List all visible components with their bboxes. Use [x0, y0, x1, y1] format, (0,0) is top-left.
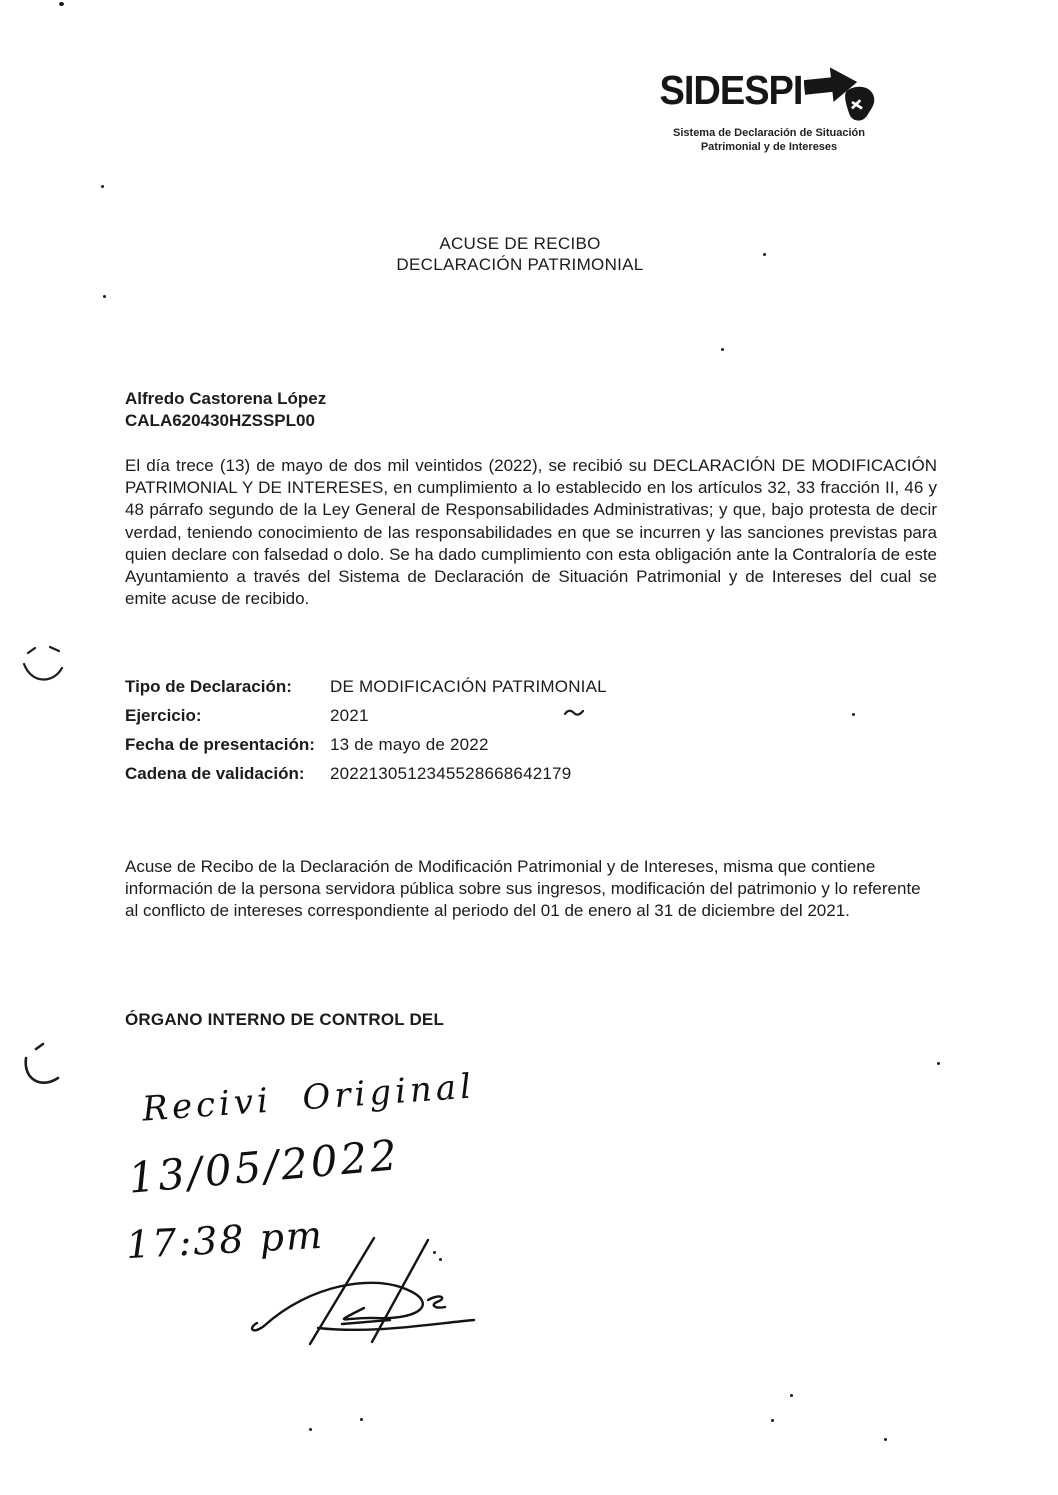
- logo-tagline-line2: Patrimonial y de Intereses: [700, 141, 838, 153]
- detail-row-ejercicio: [125, 701, 745, 730]
- handwritten-received-note: Recivi Original: [141, 1066, 477, 1130]
- scan-speck: [937, 1062, 940, 1065]
- sidespi-logo: [646, 58, 892, 154]
- logo-row: [646, 58, 892, 124]
- detail-value: DE MODIFICACIÓN PATRIMONIAL: [330, 676, 607, 696]
- scan-speck: [771, 1419, 774, 1422]
- scan-speck: [884, 1438, 887, 1441]
- intro-paragraph: El día trece (13) de mayo de dos mil veintidos (2022), se recibió su DECLARACIÓN DE MODIFICACIÓN PATRIMONIAL Y DE INTERESES, en cumplimiento a lo establecido en los artículos 32, 33 fracción II, 46 y 48 párrafo segundo de la Ley General de Responsabilidades Administrativas; y que, bajo protesta de decir verdad, teniendo conocimiento de las responsabilidades en que se incurren y las sanciones previstas para quien declare con falsedad o dolo. Se ha dado cumplimiento con esta obligación ante la Contraloría de este Ayuntamiento a través del Sistema de Declaración de Situación Patrimonial y de Intereses del cual se emite acuse de recibido.: [125, 456, 937, 609]
- summary-paragraph: Acuse de Recibo de la Declaración de Modificación Patrimonial y de Intereses, misma que contiene información de la persona servidora pública sobre sus ingresos, modificación del patrimonio y lo referente al conflicto de intereses correspondiente al periodo del 01 de enero al 31 de diciembre del 2021.: [125, 857, 921, 921]
- handwritten-time: 17:38 pm: [124, 1212, 325, 1268]
- scan-speck: [721, 348, 724, 351]
- detail-label: Tipo de Declaración:: [125, 676, 292, 696]
- detail-value: 13 de mayo de 2022: [330, 734, 489, 754]
- document-title: [285, 233, 755, 275]
- logo-arrow-icon: [804, 58, 878, 124]
- scan-speck: [439, 1258, 442, 1261]
- logo-wordmark: SIDESPI: [659, 68, 803, 114]
- detail-value: 2021: [330, 705, 369, 725]
- detail-label: Fecha de presentación:: [125, 734, 315, 754]
- detail-row-fecha: [125, 730, 745, 759]
- pen-doodle-smile: [20, 638, 66, 694]
- document-title-line2: DECLARACIÓN PATRIMONIAL: [396, 255, 644, 274]
- detail-row-cadena: [125, 759, 745, 788]
- detail-label: Cadena de validación:: [125, 763, 305, 783]
- detail-label: Ejercicio:: [125, 705, 202, 725]
- scan-speck: [433, 1251, 436, 1254]
- detail-value: 2022130512345528668642179: [330, 763, 572, 783]
- scan-speck: [59, 2, 64, 6]
- scan-speck: [790, 1394, 793, 1397]
- scan-speck: [763, 253, 766, 256]
- scan-speck: [309, 1428, 312, 1431]
- logo-tagline-line1: Sistema de Declaración de Situación: [673, 127, 865, 139]
- scan-speck: [101, 185, 104, 188]
- pen-doodle-curve: [20, 1040, 66, 1096]
- scan-squiggle: [564, 707, 584, 719]
- declaration-details: [125, 672, 745, 788]
- issuer-heading: ÓRGANO INTERNO DE CONTROL DEL: [125, 1010, 445, 1029]
- scan-speck: [103, 295, 106, 298]
- handwritten-date: 13/05/2022: [126, 1130, 402, 1203]
- scan-speck: [360, 1418, 363, 1421]
- recipient-id: CALA620430HZSSPL00: [125, 411, 315, 430]
- detail-row-tipo: [125, 672, 745, 701]
- recipient-name: Alfredo Castorena López: [125, 389, 327, 408]
- document-title-line1: ACUSE DE RECIBO: [439, 234, 601, 253]
- scan-speck: [852, 713, 855, 716]
- recipient-block: [125, 388, 326, 432]
- signature: [222, 1232, 487, 1347]
- logo-tagline: [646, 126, 892, 154]
